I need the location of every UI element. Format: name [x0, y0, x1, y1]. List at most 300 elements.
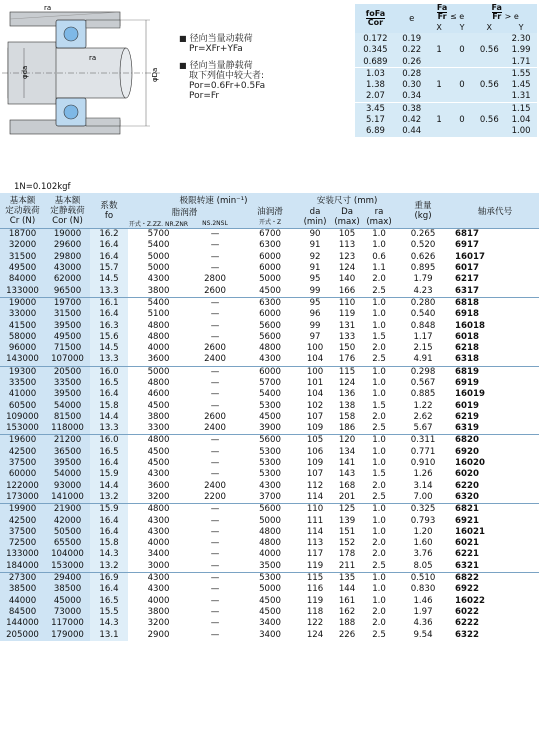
table-row: [0, 504, 539, 516]
table-cell: 115: [331, 366, 363, 378]
table-cell: —: [210, 251, 220, 262]
table-row: [0, 561, 539, 573]
table-cell: 54000: [45, 400, 90, 411]
factor-row: [355, 56, 537, 68]
table-cell: 16022: [455, 595, 485, 606]
table-cell: 2.0: [372, 343, 386, 354]
table-row: [0, 400, 539, 411]
table-cell: 5100: [147, 309, 170, 320]
table-cell: 178: [338, 549, 356, 560]
table-cell: 16.4: [90, 309, 128, 320]
factor-row: [355, 126, 537, 137]
bearing-table-body: [0, 229, 539, 641]
table-cell: 73000: [45, 607, 90, 618]
table-cell: 2.0: [372, 549, 386, 560]
static-load-formula-1: Por=0.6Fr+0.5Fa: [189, 81, 266, 91]
table-cell: 90: [299, 229, 331, 241]
table-row: [0, 435, 539, 447]
factor-cell: 1.15: [505, 103, 537, 115]
table-cell: 39500: [45, 320, 90, 331]
table-cell: 6017: [455, 263, 479, 274]
table-cell: 37500: [0, 458, 45, 469]
table-cell: 0.895: [410, 263, 436, 274]
table-row: [0, 607, 539, 618]
table-cell: 4800: [128, 435, 189, 447]
table-cell: —: [189, 297, 241, 309]
table-cell: 4800: [259, 538, 281, 549]
table-cell: 41000: [0, 389, 45, 400]
factor-table-body: [355, 33, 537, 137]
table-cell: 16.4: [90, 458, 128, 469]
table-cell: 184000: [0, 561, 45, 573]
table-cell: 13.3: [90, 354, 128, 366]
table-cell: 5600: [241, 435, 299, 447]
table-cell: 151: [338, 526, 356, 537]
table-cell: 36500: [45, 447, 90, 458]
table-cell: 21900: [45, 504, 90, 516]
table-cell: 119: [306, 560, 324, 571]
table-cell: 2.5: [372, 285, 386, 296]
table-row: [0, 320, 539, 331]
table-cell: 2.5: [372, 423, 386, 434]
factor-cell: 2.07: [365, 91, 385, 102]
table-cell: 15.9: [90, 504, 128, 516]
table-cell: 1.5: [372, 400, 386, 411]
factor-cell: 1.55: [505, 68, 537, 80]
table-cell: 4.36: [413, 618, 433, 629]
table-cell: 100: [306, 343, 324, 354]
table-cell: 38500: [0, 584, 45, 595]
header-cor: 基本额 定静载荷 Cor (N): [45, 193, 90, 229]
table-cell: —: [210, 263, 220, 274]
table-cell: 150: [338, 343, 356, 354]
table-row: [0, 481, 539, 492]
factor-cell: [451, 126, 474, 137]
table-cell: 133000: [0, 549, 45, 560]
factor-cell: 0.56: [479, 115, 499, 126]
factor-cell: 1: [436, 45, 442, 56]
table-cell: 16.5: [90, 596, 128, 607]
table-cell: 14.3: [90, 618, 128, 629]
factor-cell: [473, 91, 505, 103]
table-row: [0, 527, 539, 538]
table-cell: 0.265: [395, 229, 451, 241]
table-cell: 1.79: [413, 274, 433, 285]
table-cell: 2.5: [372, 354, 386, 365]
table-cell: 0.885: [410, 389, 436, 400]
table-cell: 6219: [455, 411, 479, 422]
table-cell: 15.7: [90, 263, 128, 274]
table-row: [0, 447, 539, 458]
table-cell: 1.0: [372, 526, 386, 537]
table-cell: 1.0: [363, 572, 395, 584]
factor-cell: 0: [459, 45, 465, 56]
factor-col-fofa: $\frac{\text{foFa}}{\text{Cor}}$: [355, 4, 396, 33]
table-cell: 118: [306, 606, 324, 617]
table-cell: 27300: [0, 572, 45, 584]
table-cell: 176: [338, 354, 356, 365]
table-cell: 4300: [128, 572, 189, 584]
table-cell: 2.5: [372, 629, 386, 640]
table-cell: 16020: [455, 458, 485, 469]
table-cell: 1.0: [372, 378, 386, 388]
table-row: [0, 285, 539, 297]
table-cell: 0.520: [410, 240, 436, 251]
table-row: [0, 629, 539, 640]
table-cell: 3.14: [413, 480, 433, 491]
factor-cell: 1.03: [355, 68, 396, 80]
table-cell: 72500: [0, 538, 45, 549]
table-cell: 4000: [147, 538, 170, 549]
table-cell: 3700: [259, 491, 281, 502]
table-cell: 4800: [259, 526, 281, 537]
factor-cell: 0.56: [479, 45, 499, 56]
table-cell: 16.5: [90, 447, 128, 458]
factor-row: [355, 114, 537, 125]
table-cell: 6818: [451, 297, 539, 309]
table-cell: 6920: [455, 446, 479, 457]
table-cell: —: [210, 549, 220, 560]
table-cell: —: [210, 378, 220, 388]
header-da: da (min): [299, 206, 331, 229]
factor-cell: 6.89: [365, 126, 385, 137]
table-cell: 96500: [45, 285, 90, 297]
table-cell: —: [210, 320, 220, 331]
table-cell: 97: [309, 331, 321, 342]
table-cell: 1.46: [413, 595, 433, 606]
table-cell: 1.5: [372, 469, 386, 480]
table-row: [0, 515, 539, 526]
table-cell: 15.9: [90, 469, 128, 480]
table-row: [0, 596, 539, 607]
table-cell: —: [210, 526, 220, 537]
table-cell: 5000: [259, 584, 281, 595]
table-cell: —: [210, 560, 220, 571]
table-cell: 92: [309, 251, 321, 262]
table-cell: 5300: [259, 469, 281, 480]
table-cell: 168: [338, 480, 356, 491]
factor-cell: [428, 91, 451, 103]
factor-cell: [451, 33, 474, 44]
table-cell: 6322: [455, 629, 479, 640]
table-cell: 111: [306, 515, 324, 526]
table-cell: 0.540: [410, 309, 436, 320]
table-cell: 39500: [45, 458, 90, 469]
table-cell: 6919: [455, 378, 479, 388]
table-cell: —: [210, 584, 220, 595]
table-cell: 60500: [0, 400, 45, 411]
table-cell: 44000: [0, 596, 45, 607]
table-row: [0, 389, 539, 400]
table-cell: 4800: [128, 504, 189, 516]
table-cell: 14.4: [90, 412, 128, 423]
table-cell: 2200: [204, 491, 226, 502]
table-cell: 7.00: [413, 491, 433, 502]
table-cell: 173000: [0, 492, 45, 504]
table-cell: 133000: [0, 285, 45, 297]
header-grease: 脂润滑: [128, 206, 241, 218]
table-cell: 112: [306, 480, 324, 491]
table-cell: 1.0: [372, 458, 386, 469]
table-cell: 4500: [147, 458, 170, 469]
table-cell: 14.3: [90, 549, 128, 560]
table-cell: 15.5: [90, 607, 128, 618]
factor-cell: 1: [436, 115, 442, 126]
table-cell: 125: [331, 504, 363, 516]
factor-cell: 0: [459, 115, 465, 126]
factor-cell: [451, 103, 474, 115]
table-cell: 114: [306, 526, 324, 537]
table-cell: 1.0: [372, 309, 386, 320]
table-cell: 31500: [45, 309, 90, 320]
header-weight: 重量 (kg): [395, 193, 451, 229]
table-row: [0, 584, 539, 595]
table-cell: —: [210, 629, 220, 640]
factor-cell: [428, 126, 451, 137]
table-cell: 3900: [259, 423, 281, 434]
table-cell: 43000: [45, 263, 90, 274]
factor-cell: 5.17: [365, 115, 385, 126]
table-cell: 118000: [45, 423, 90, 435]
table-cell: 6821: [451, 504, 539, 516]
table-cell: 2600: [204, 411, 226, 422]
factor-cell: 1.04: [511, 115, 531, 126]
table-cell: 135: [331, 572, 363, 584]
table-cell: 113: [306, 538, 324, 549]
table-cell: 6819: [451, 366, 539, 378]
table-cell: —: [189, 366, 241, 378]
table-cell: 5300: [259, 400, 281, 411]
table-cell: 0.567: [410, 378, 436, 388]
table-cell: 1.0: [363, 366, 395, 378]
factor-cell: 1.45: [511, 80, 531, 91]
table-cell: 116: [306, 584, 324, 595]
table-row: [0, 492, 539, 504]
table-cell: 4.91: [413, 354, 433, 365]
table-cell: 6021: [455, 538, 479, 549]
bearing-mounting-diagram: [0, 0, 165, 150]
table-cell: 16.4: [90, 584, 128, 595]
table-cell: 1.0: [372, 446, 386, 457]
table-cell: 1.0: [372, 240, 386, 251]
factor-cell: 0.22: [402, 45, 422, 56]
table-cell: 0.848: [410, 320, 436, 331]
table-cell: 1.1: [372, 263, 386, 274]
table-cell: 113: [338, 240, 356, 251]
table-cell: 2400: [204, 354, 226, 365]
table-cell: 4300: [147, 274, 170, 285]
table-cell: 120: [331, 435, 363, 447]
table-cell: 2600: [204, 285, 226, 296]
table-row: [0, 458, 539, 469]
table-cell: 110: [299, 504, 331, 516]
table-cell: 16.0: [90, 435, 128, 447]
table-cell: 2.62: [413, 411, 433, 422]
table-cell: 6000: [259, 263, 281, 274]
factor-cell: 0.38: [396, 103, 428, 115]
header-cr: 基本额 定动载荷 Cr (N): [0, 193, 45, 229]
table-row: [0, 572, 539, 584]
table-cell: 3.76: [413, 549, 433, 560]
factor-row: [355, 45, 537, 56]
factor-cell: [473, 33, 505, 44]
table-cell: 6317: [455, 285, 479, 296]
ra-top-label: ra: [44, 4, 52, 12]
table-cell: 1.0: [363, 504, 395, 516]
table-cell: 5300: [241, 572, 299, 584]
table-cell: —: [210, 240, 220, 251]
header-fo: 系数 fo: [90, 193, 128, 229]
table-cell: 19300: [0, 366, 45, 378]
table-cell: 3500: [259, 560, 281, 571]
table-cell: 6321: [455, 560, 479, 571]
table-cell: 1.22: [413, 400, 433, 411]
factor-cell: [428, 33, 451, 44]
table-cell: 138: [338, 400, 356, 411]
table-cell: 0.793: [410, 515, 436, 526]
table-cell: 6318: [455, 354, 479, 365]
table-cell: 2.0: [372, 411, 386, 422]
table-cell: 6022: [455, 606, 479, 617]
header-oil: 油润滑 开式・Z: [241, 206, 299, 229]
factor-col-e: e: [396, 4, 428, 33]
table-cell: 100: [299, 366, 331, 378]
header-grease-open: 开式・Z.ZZ. NR.ZNR: [128, 218, 189, 229]
table-cell: 110: [331, 297, 363, 309]
table-cell: 4800: [147, 378, 170, 388]
table-cell: 107: [306, 469, 324, 480]
table-cell: 41500: [0, 320, 45, 331]
table-cell: —: [189, 435, 241, 447]
table-cell: 33500: [0, 378, 45, 389]
header-speed: 极限转速 (min⁻¹): [128, 193, 299, 206]
table-cell: 8.05: [413, 560, 433, 571]
table-cell: 16018: [455, 320, 485, 331]
table-cell: 15.8: [90, 538, 128, 549]
factor-cell: [473, 126, 505, 137]
static-load-formula-2: Por=Fr: [189, 91, 220, 101]
table-cell: 1.0: [372, 515, 386, 526]
table-cell: 16.4: [90, 252, 128, 263]
table-row: [0, 297, 539, 309]
factor-cell: 0.28: [396, 68, 428, 80]
table-cell: 14.5: [90, 343, 128, 354]
table-cell: 166: [338, 285, 356, 296]
table-cell: 13.1: [90, 629, 128, 640]
factor-cell: 0.172: [363, 33, 388, 44]
table-cell: 3600: [147, 480, 170, 491]
table-cell: 5400: [259, 389, 281, 400]
table-cell: 2600: [204, 343, 226, 354]
table-cell: 2.0: [372, 618, 386, 629]
table-cell: 5300: [259, 446, 281, 457]
table-cell: 4000: [259, 549, 281, 560]
table-cell: 18700: [0, 229, 45, 241]
table-cell: 5600: [259, 331, 281, 342]
table-row: [0, 378, 539, 389]
table-cell: 13.3: [90, 423, 128, 435]
table-cell: 16021: [455, 526, 485, 537]
table-cell: 4500: [259, 411, 281, 422]
table-cell: 158: [338, 411, 356, 422]
table-row: [0, 366, 539, 378]
table-cell: 16.0: [90, 366, 128, 378]
factor-cell: 1.31: [511, 91, 531, 102]
table-cell: 1.0: [372, 584, 386, 595]
table-cell: 153000: [0, 423, 45, 435]
factor-cell: 0.44: [402, 126, 422, 137]
table-cell: 6700: [241, 229, 299, 241]
table-cell: 20500: [45, 366, 90, 378]
table-cell: 140: [338, 274, 356, 285]
table-cell: 1.20: [413, 526, 433, 537]
table-cell: 211: [338, 560, 356, 571]
table-cell: 101: [306, 378, 324, 388]
factor-col-gt-e: $\frac{Fa}{Fr}$ > e: [473, 4, 537, 22]
table-cell: 144: [338, 584, 356, 595]
table-cell: 119: [306, 595, 324, 606]
factor-cell: [451, 91, 474, 103]
table-cell: 1.5: [372, 331, 386, 342]
table-cell: 4300: [147, 584, 170, 595]
table-cell: 4500: [147, 400, 170, 411]
table-cell: 2400: [204, 423, 226, 434]
table-cell: 141: [338, 458, 356, 469]
table-cell: —: [210, 458, 220, 469]
table-cell: 32000: [0, 240, 45, 251]
table-cell: 58000: [0, 332, 45, 343]
table-cell: 65500: [45, 538, 90, 549]
factor-row: [355, 103, 537, 115]
table-cell: 0.298: [395, 366, 451, 378]
bearing-spec-table: [0, 193, 539, 641]
table-cell: 3800: [147, 411, 170, 422]
table-cell: 5000: [147, 251, 170, 262]
table-cell: —: [210, 606, 220, 617]
table-cell: 19000: [0, 297, 45, 309]
table-cell: 2900: [147, 629, 170, 640]
table-cell: 1.0: [363, 435, 395, 447]
table-cell: 104: [306, 354, 324, 365]
table-cell: 5600: [241, 504, 299, 516]
table-cell: 0.280: [395, 297, 451, 309]
table-cell: 19000: [45, 229, 90, 241]
table-cell: 186: [338, 423, 356, 434]
table-row: [0, 538, 539, 549]
table-cell: 3800: [147, 606, 170, 617]
table-row: [0, 229, 539, 241]
table-cell: —: [210, 389, 220, 400]
table-cell: 6221: [455, 549, 479, 560]
table-cell: 5000: [147, 263, 170, 274]
table-cell: 1.26: [413, 469, 433, 480]
table-cell: 99: [309, 320, 321, 331]
dynamic-load-formula: Pr=XFr+YFa: [189, 44, 243, 54]
table-cell: 16.2: [90, 229, 128, 241]
factor-col-le-e: $\frac{Fa}{Fr}$ ≤ e: [428, 4, 474, 22]
table-cell: 124: [338, 378, 356, 388]
table-cell: 0.510: [395, 572, 451, 584]
table-cell: 3400: [259, 629, 281, 640]
table-cell: 143: [338, 469, 356, 480]
static-load-heading: ■ 径向当量静载荷: [179, 61, 265, 71]
table-cell: 117: [306, 549, 324, 560]
table-cell: 4300: [147, 515, 170, 526]
factor-cell: [428, 68, 451, 80]
table-cell: 6020: [455, 469, 479, 480]
factor-cell: 0.689: [363, 56, 388, 67]
factor-cell: 0: [459, 80, 465, 91]
